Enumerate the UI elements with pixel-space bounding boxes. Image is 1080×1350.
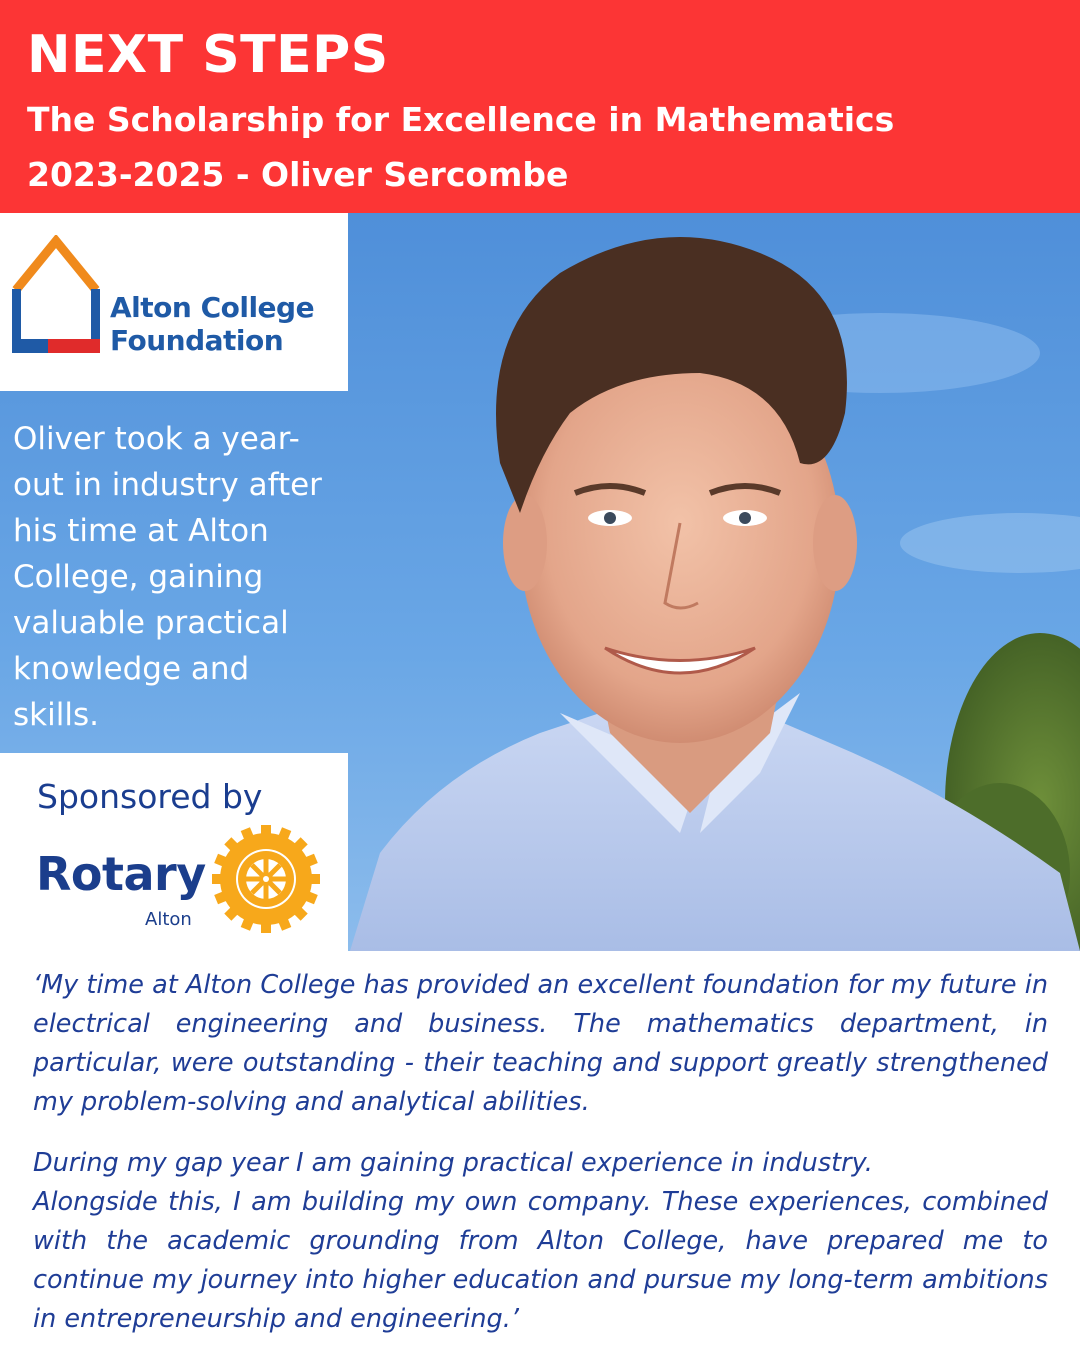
foundation-logo-text [110, 291, 314, 357]
foundation-logo-line2: Foundation [110, 324, 284, 357]
foundation-logo-line1: Alton College [110, 291, 315, 324]
sponsor-card [0, 753, 348, 951]
rotary-logo-wordmark: Rotary [36, 847, 206, 901]
intro-text: Oliver took a year-out in industry after his time at Alton College, gaining valuable practical knowledge and skills. [13, 421, 322, 733]
header-banner [0, 0, 1080, 213]
house-outline-icon [12, 235, 100, 357]
testimonial-quote [33, 966, 1048, 1339]
sponsored-by-label: Sponsored by [37, 777, 263, 816]
rotary-international-wheel-icon [212, 825, 320, 933]
quote-paragraph-2-line-1: During my gap year I am gaining practical experience in industry. [33, 1148, 873, 1178]
scholar-years-name: 2023-2025 - Oliver Sercombe [27, 155, 569, 194]
quote-paragraph-1: ‘My time at Alton College has provided an excellent foundation for my future in electrical engineering and business. The mathematics department, in particular, were outstanding - their teaching and support greatly strengthened my problem-solving and analytical abilities. [33, 970, 1048, 1117]
alton-college-foundation-logo [0, 213, 348, 391]
quote-paragraph-2-rest: Alongside this, I am building my own company. These experiences, combined with the academic grounding from Alton College, have prepared me to continue my journey into higher education and pursue my long-term ambitions in entrepreneurship and engineering.’ [33, 1187, 1048, 1334]
rotary-club-location: Alton [145, 909, 192, 930]
quote-paragraph-2 [33, 1144, 1048, 1339]
page-title: NEXT STEPS [27, 25, 389, 85]
scholarship-title: The Scholarship for Excellence in Mathematics [27, 100, 895, 139]
